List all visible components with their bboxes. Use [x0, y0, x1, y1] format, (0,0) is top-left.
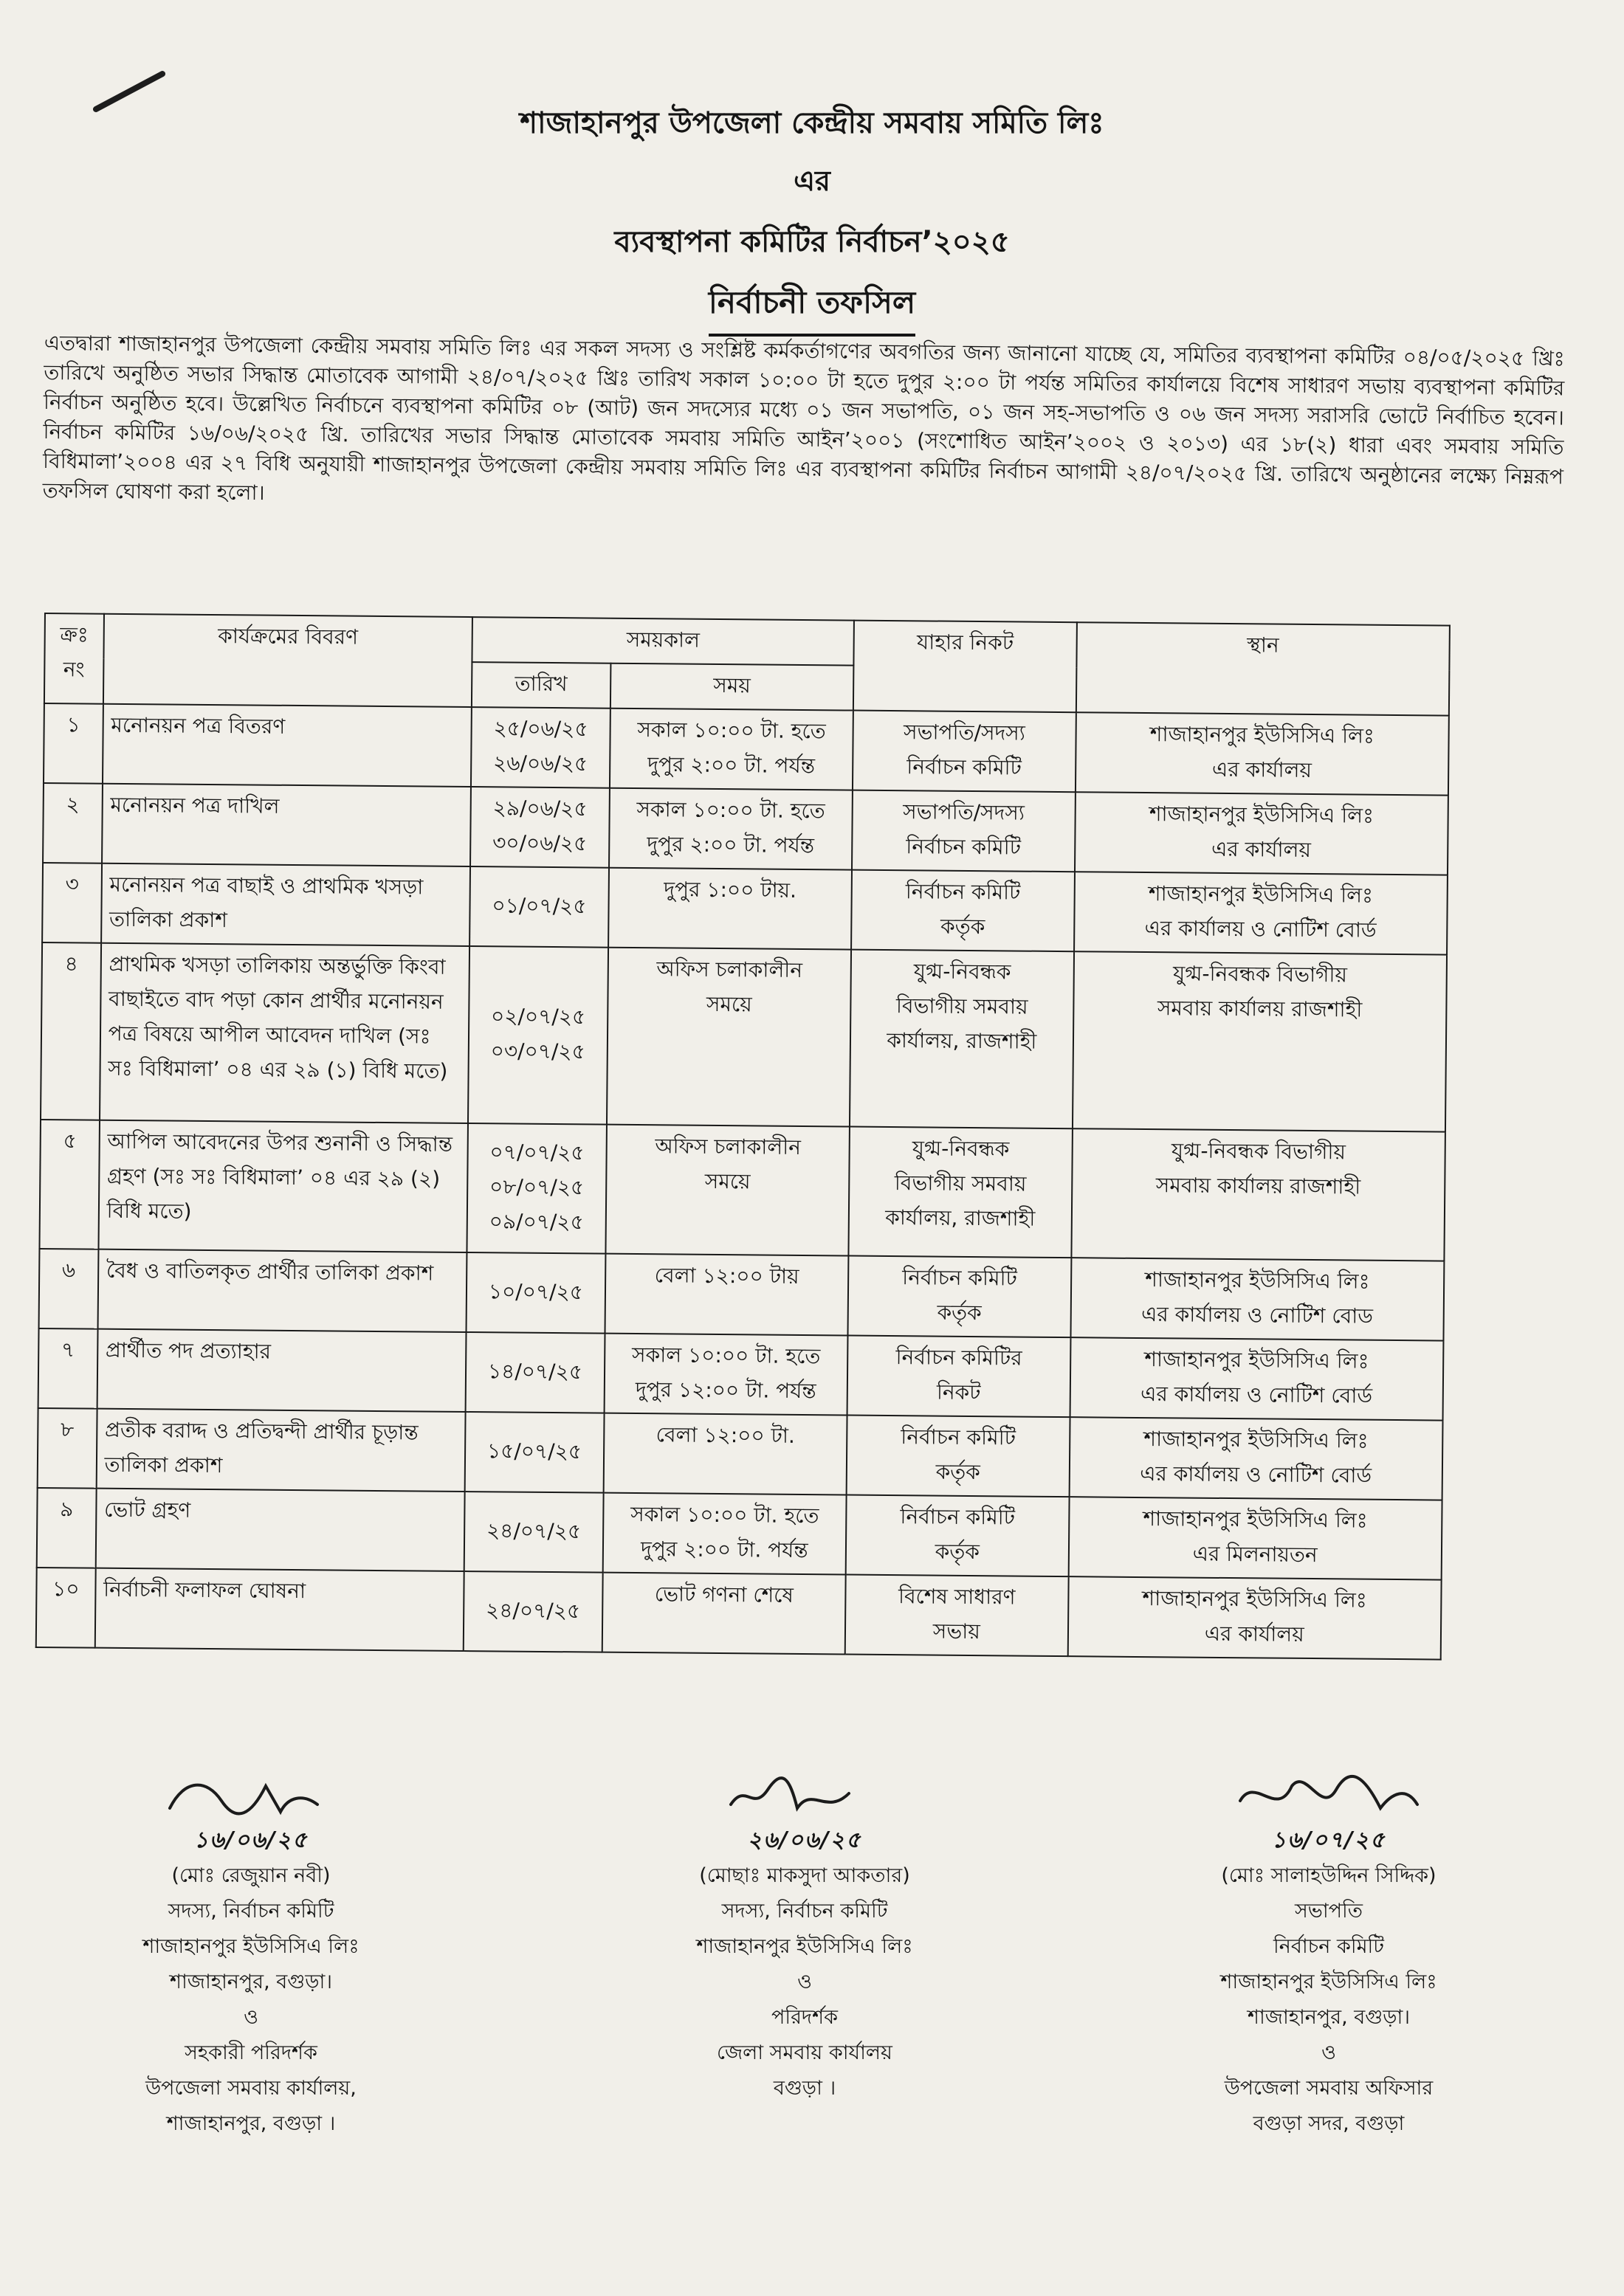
cell-time-line: ভোট গণনা শেষে	[654, 1582, 794, 1607]
signatory-line: বগুড়া ।	[773, 2077, 836, 2100]
cell-who-line: কর্তৃক	[935, 1459, 980, 1485]
cell-place	[1072, 951, 1447, 1131]
cell-date	[470, 787, 609, 868]
cell-activity: বৈধ ও বাতিলকৃত প্রার্থীর তালিকা প্রকাশ	[97, 1249, 467, 1332]
cell-who	[848, 1256, 1071, 1338]
signatory-line: সদস্য, নির্বাচন কমিটি	[168, 1900, 334, 1923]
table-row	[43, 783, 1448, 875]
cell-time	[609, 788, 853, 870]
cell-date	[467, 1123, 607, 1254]
cell-time-line: সকাল ১০:০০ টা. হতে	[636, 797, 825, 824]
cell-serial: ১০	[36, 1568, 96, 1648]
handwritten-signature	[155, 1771, 347, 1823]
cell-activity: প্রার্থীত পদ প্রত্যাহার	[97, 1329, 466, 1412]
cell-time-line: সময়ে	[704, 1168, 751, 1194]
signatory-line: জেলা সমবায় কার্যালয়	[717, 2041, 892, 2064]
cell-date-line: ০৩/০৭/২৫	[490, 1038, 585, 1064]
cell-who	[852, 790, 1075, 872]
cell-who	[847, 1336, 1070, 1418]
signatory-line: (মোছাঃ মাকসুদা আকতার)	[699, 1864, 910, 1887]
table-row	[44, 703, 1449, 796]
table-row	[37, 1488, 1442, 1580]
cell-place	[1075, 792, 1448, 875]
election-title: ব্যবস্থাপনা কমিটির নির্বাচন’২০২৫	[614, 225, 1010, 259]
cell-date	[468, 946, 608, 1125]
cell-place	[1074, 872, 1448, 954]
cell-place-line: এর কার্যালয়	[1211, 756, 1312, 782]
cell-place-line: শাজাহানপুর ইউসিসিএ লিঃ	[1149, 801, 1374, 828]
cell-who-line: কার্যালয়, রাজশাহী	[887, 1027, 1037, 1054]
cell-place-line: এর কার্যালয় ও নোটিশ বোর্ড	[1144, 916, 1377, 942]
table-row	[42, 863, 1448, 955]
signature-block-member-1	[44, 1771, 458, 2142]
signatory-line: বগুড়া সদর, বগুড়া	[1253, 2112, 1405, 2135]
cell-who-line: সভায়	[932, 1618, 981, 1644]
cell-date-line: ২৯/০৬/২৫	[492, 796, 588, 821]
cell-date-line: ০৮/০৭/২৫	[489, 1174, 585, 1200]
table-row	[38, 1408, 1443, 1500]
cell-place	[1068, 1497, 1442, 1579]
cell-serial: ২	[43, 783, 103, 863]
signatory-line: শাজাহানপুর, বগুড়া ।	[166, 2112, 336, 2135]
intro-paragraph: এতদ্বারা শাজাহানপুর উপজেলা কেন্দ্রীয় সমবায় সমিতি লিঃ এর সকল সদস্য ও সংশ্লিষ্ট কর্মকর্তাগণের অবগতির জন্য জানানো যাচ্ছে যে, সমিতির ব্যবস্থাপনা কমিটির ০৪/০৫/২০২৫ খ্রিঃ তারিখে অনুষ্ঠিত সভার সিদ্ধান্ত মোতাবেক আগামী ২৪/০৭/২০২৫ খ্রিঃ তারিখ সকাল ১০:০০ টা হতে দুপুর ২:০০ টা পর্যন্ত সমিতির কার্যালয়ে বিশেষ সাধারণ সভায় ব্যবস্থাপনা কমিটির নির্বাচন অনুষ্ঠিত হবে। উল্লেখিত নির্বাচনে ব্যবস্থাপনা কমিটির ০৮ (আট) জন সদস্যের মধ্যে ০১ জন সভাপতি, ০১ জন সহ-সভাপতি ও ০৬ জন সদস্য সরাসরি ভোটে নির্বাচিত হবেন। নির্বাচন কমিটির ১৬/০৬/২০২৫ খ্রি. তারিখের সভার সিদ্ধান্ত মোতাবেক সমবায় সমিতি আইন’২০০১ (সংশোধিত আইন’২০০২ ও ২০১৩) এর ১৮(২) ধারা এবং সমবায় সমিতি বিধিমালা’২০০৪ এর ২৭ বিধি অনুযায়ী শাজাহানপুর উপজেলা কেন্দ্রীয় সমবায় সমিতি লিঃ এর ব্যবস্থাপনা কমিটির নির্বাচন আগামী ২৪/০৭/২০২৫ খ্রি. তারিখে অনুষ্ঠানের লক্ষ্যে নিম্নরূপ তফসিল ঘোষণা করা হলো।	[42, 330, 1565, 506]
cell-time	[603, 1413, 847, 1495]
cell-who-line: নির্বাচন কমিটি	[900, 1504, 1016, 1530]
cell-place-line: এর কার্যালয় ও নোটিশ বোড	[1140, 1302, 1374, 1328]
cell-serial: ৩	[42, 863, 102, 943]
table-row	[39, 1249, 1445, 1341]
cell-who-line: কর্তৃক	[940, 914, 985, 940]
cell-who-line: বিভাগীয় সমবায়	[894, 1171, 1027, 1196]
cell-who-line: নির্বাচন কমিটি	[906, 754, 1022, 780]
signature-date: ১৬/০৬/২৫	[193, 1827, 309, 1853]
cell-activity: ভোট গ্রহণ	[95, 1489, 464, 1571]
cell-activity: মনোনয়ন পত্র বাছাই ও প্রাথমিক খসড়া তালিকা প্রকাশ	[101, 863, 470, 946]
cell-time-line: দুপুর ২:০০ টা. পর্যন্ত	[647, 752, 816, 779]
signatory-line: ও	[1321, 2041, 1336, 2064]
handwritten-signature	[709, 1771, 901, 1823]
cell-time	[605, 1254, 848, 1336]
cell-date-line: ০২/০৭/২৫	[490, 1004, 586, 1030]
cell-activity: আপিল আবেদনের উপর শুনানী ও সিদ্ধান্ত গ্রহণ (সঃ সঃ বিধিমালা’ ০৪ এর ২৯ (২) বিধি মতে)	[98, 1120, 468, 1252]
cell-place-line: শাজাহানপুর ইউসিসিএ লিঃ	[1148, 881, 1374, 908]
signatory-line: উপজেলা সমবায় অফিসার	[1224, 2077, 1434, 2100]
cell-time-line: সকাল ১০:০০ টা. হতে	[637, 717, 826, 744]
signatory-line: উপজেলা সমবায় কার্যালয়,	[145, 2077, 357, 2100]
cell-who	[845, 1575, 1068, 1657]
cell-time	[602, 1573, 845, 1655]
cell-serial: ৫	[39, 1120, 99, 1249]
header-date: তারিখ	[472, 662, 610, 709]
cell-who	[851, 870, 1074, 952]
cell-date	[467, 1252, 605, 1334]
cell-place-line: এর মিলনায়তন	[1192, 1541, 1318, 1568]
table-row	[38, 1328, 1444, 1421]
cell-time-line: সকাল ১০:০০ টা. হতে	[630, 1501, 819, 1528]
cell-who	[847, 1416, 1070, 1497]
cell-serial: ৪	[41, 942, 101, 1120]
cell-time-line: সময়ে	[706, 991, 752, 1017]
cell-date-line: ২৫/০৬/২৫	[493, 716, 588, 742]
signatory-line: পরিদর্শক	[771, 2006, 838, 2029]
document-header	[0, 100, 1624, 337]
cell-time-line: দুপুর ১:০০ টায়.	[664, 877, 797, 903]
signatory-line: সভাপতি	[1294, 1900, 1363, 1923]
cell-place-line: যুগ্ম-নিবন্ধক বিভাগীয়	[1172, 961, 1348, 987]
society-name: শাজাহানপুর উপজেলা কেন্দ্রীয় সমবায় সমিতি লিঃ	[520, 106, 1104, 140]
cell-time-line: বেলা ১২:০০ টায়	[654, 1263, 799, 1289]
header-connector: এর	[794, 165, 830, 197]
cell-who-line: যুগ্ম-নিবন্ধক	[913, 959, 1011, 985]
cell-place	[1070, 1337, 1443, 1420]
header-who: যাহার নিকট	[853, 621, 1076, 713]
cell-date-line: ০৭/০৭/২৫	[489, 1140, 585, 1165]
table-row	[36, 1568, 1442, 1660]
schedule-body	[36, 703, 1449, 1660]
cell-date	[471, 707, 610, 788]
schedule-table	[35, 613, 1451, 1661]
signature-block-member-2	[598, 1771, 1011, 2106]
cell-place-line: এর কার্যালয় ও নোটিশ বোর্ড	[1140, 1461, 1372, 1488]
cell-date-line: ১০/০৭/২৫	[488, 1278, 584, 1304]
cell-place-line: শাজাহানপুর ইউসিসিএ লিঃ	[1143, 1427, 1369, 1453]
header-activity: কার্যক্রমের বিবরণ	[103, 614, 472, 707]
cell-activity: প্রাথমিক খসড়া তালিকায় অন্তর্ভুক্তি কিংবা বাছাইতে বাদ পড়া কোন প্রার্থীর মনোনয়ন পত্র বিষয়ে আপীল আবেদন দাখিল (সঃ সঃ বিধিমালা’ ০৪ এর ২৯ (১) বিধি মতে)	[100, 943, 469, 1123]
cell-who	[850, 950, 1073, 1129]
cell-activity: মনোনয়ন পত্র বিতরণ	[103, 704, 472, 787]
cell-date	[464, 1571, 602, 1652]
cell-who-line: কর্তৃক	[937, 1300, 982, 1325]
cell-time	[605, 1125, 850, 1256]
cell-time-line: দুপুর ১২:০০ টা. পর্যন্ত	[635, 1377, 816, 1404]
cell-activity: মনোনয়ন পত্র দাখিল	[102, 784, 471, 866]
cell-who-line: নির্বাচন কমিটি	[902, 1265, 1017, 1291]
signatory-line: (মোঃ সালাহউদ্দিন সিদ্দিক)	[1221, 1864, 1437, 1887]
cell-serial: ৮	[38, 1408, 97, 1489]
signatory-line: ও	[244, 2006, 258, 2029]
cell-date-line: ০৯/০৭/২৫	[489, 1209, 584, 1235]
cell-time-line: অফিস চলাকালীন	[655, 1134, 802, 1159]
signatory-line: ও	[797, 1971, 812, 1993]
cell-place-line: শাজাহানপুর ইউসিসিএ লিঃ	[1143, 1506, 1368, 1533]
cell-date	[465, 1412, 604, 1493]
signature-date: ২৬/০৬/২৫	[747, 1827, 862, 1853]
cell-place-line: এর কার্যালয়	[1204, 1621, 1304, 1647]
cell-who-line: যুগ্ম-নিবন্ধক	[912, 1136, 1010, 1162]
cell-serial: ৭	[38, 1328, 98, 1409]
signatory-line: শাজাহানপুর ইউসিসিএ লিঃ	[142, 1935, 359, 1958]
header-period: সময়কাল	[472, 617, 855, 666]
cell-who-line: সভাপতি/সদস্য	[903, 720, 1026, 745]
signatory-line: শাজাহানপুর, বগুড়া।	[170, 1971, 332, 1993]
handwritten-signature	[1233, 1771, 1425, 1823]
header-serial: ক্রঃ নং	[44, 613, 104, 704]
cell-time-line: অফিস চলাকালীন	[656, 956, 803, 982]
schedule-title: নির্বাচনী তফসিল	[709, 278, 915, 337]
cell-who	[849, 1127, 1073, 1258]
cell-time	[607, 948, 852, 1127]
cell-date-line: ২৪/০৭/২৫	[485, 1597, 581, 1623]
cell-who-line: কার্যালয়, রাজশাহী	[885, 1204, 1036, 1231]
cell-serial: ১	[44, 703, 103, 784]
cell-date	[469, 866, 608, 948]
signatory-line: শাজাহানপুর, বগুড়া।	[1248, 2006, 1410, 2029]
header-time: সময়	[610, 663, 854, 711]
cell-place	[1067, 1576, 1441, 1659]
cell-time-line: দুপুর ২:০০ টা. পর্যন্ত	[647, 832, 815, 858]
cell-date-line: ৩০/০৬/২৫	[492, 830, 588, 856]
cell-who-line: বিশেষ সাধারণ	[898, 1584, 1016, 1610]
signature-block-chairman	[1122, 1771, 1535, 2142]
cell-who-line: নির্বাচন কমিটির	[895, 1345, 1022, 1371]
cell-who-line: নির্বাচন কমিটি	[905, 879, 1021, 905]
cell-date	[464, 1492, 603, 1573]
cell-place-line: যুগ্ম-নিবন্ধক বিভাগীয়	[1171, 1138, 1346, 1165]
cell-place-line: এর কার্যালয় ও নোটিশ বোর্ড	[1140, 1382, 1373, 1408]
cell-who-line: সভাপতি/সদস্য	[903, 799, 1025, 825]
cell-serial: ৯	[37, 1488, 97, 1568]
cell-who-line: বিভাগীয় সমবায়	[895, 993, 1028, 1019]
cell-who-line: কর্তৃক	[935, 1539, 980, 1565]
table-row	[39, 1120, 1445, 1261]
cell-place-line: শাজাহানপুর ইউসিসিএ লিঃ	[1145, 1267, 1370, 1294]
cell-place-line: শাজাহানপুর ইউসিসিএ লিঃ	[1149, 722, 1375, 748]
cell-who-line: নির্বাচন কমিটি	[906, 834, 1022, 860]
cell-who-line: নির্বাচন কমিটি	[901, 1424, 1016, 1450]
cell-activity: প্রতীক বরাদ্দ ও প্রতিদ্বন্দী প্রার্থীর চূড়ান্ত তালিকা প্রকাশ	[96, 1409, 465, 1492]
cell-place-line: শাজাহানপুর ইউসিসিএ লিঃ	[1142, 1586, 1367, 1613]
signatory-line: শাজাহানপুর ইউসিসিএ লিঃ	[1220, 1971, 1437, 1993]
signatory-line: সদস্য, নির্বাচন কমিটি	[721, 1900, 888, 1923]
table-row	[41, 942, 1447, 1132]
signatory-line: সহকারী পরিদর্শক	[185, 2041, 317, 2064]
signatory-line: (মোঃ রেজুয়ান নবী)	[171, 1864, 331, 1887]
cell-who	[846, 1495, 1069, 1577]
cell-date-line: ২৪/০৭/২৫	[486, 1517, 582, 1543]
cell-date-line: ২৬/০৬/২৫	[492, 751, 588, 776]
cell-date-line: ১৪/০৭/২৫	[487, 1358, 583, 1384]
cell-time	[604, 1334, 847, 1416]
cell-time	[602, 1493, 846, 1575]
cell-place-line: শাজাহানপুর ইউসিসিএ লিঃ	[1144, 1347, 1369, 1373]
signatory-line: নির্বাচন কমিটি	[1273, 1935, 1384, 1958]
cell-place-line: সমবায় কার্যালয় রাজশাহী	[1155, 1173, 1361, 1199]
header-place: স্থান	[1076, 622, 1449, 715]
cell-serial: ৬	[39, 1249, 99, 1329]
signatory-line: শাজাহানপুর ইউসিসিএ লিঃ	[696, 1935, 913, 1958]
cell-place	[1070, 1258, 1444, 1340]
cell-place-line: সমবায় কার্যালয় রাজশাহী	[1157, 996, 1363, 1022]
signature-date: ১৬/০৭/২৫	[1271, 1827, 1386, 1853]
cell-time-line: বেলা ১২:০০ টা.	[656, 1422, 795, 1448]
cell-date-line: ০১/০৭/২৫	[492, 892, 587, 918]
cell-place	[1071, 1128, 1445, 1261]
table-header-row	[44, 613, 1449, 671]
cell-time	[608, 868, 852, 950]
cell-place-line: এর কার্যালয়	[1211, 836, 1312, 862]
cell-date-line: ১৫/০৭/২৫	[486, 1438, 582, 1464]
cell-activity: নির্বাচনী ফলাফল ঘোষনা	[94, 1568, 464, 1651]
cell-date	[466, 1332, 605, 1413]
cell-time-line: সকাল ১০:০০ টা. হতে	[631, 1342, 821, 1369]
cell-time-line: দুপুর ২:০০ টা. পর্যন্ত	[640, 1537, 808, 1563]
cell-place	[1075, 712, 1448, 795]
cell-who	[853, 711, 1076, 793]
cell-time	[610, 709, 853, 790]
cell-place	[1069, 1417, 1442, 1500]
cell-who-line: নিকট	[936, 1379, 981, 1405]
